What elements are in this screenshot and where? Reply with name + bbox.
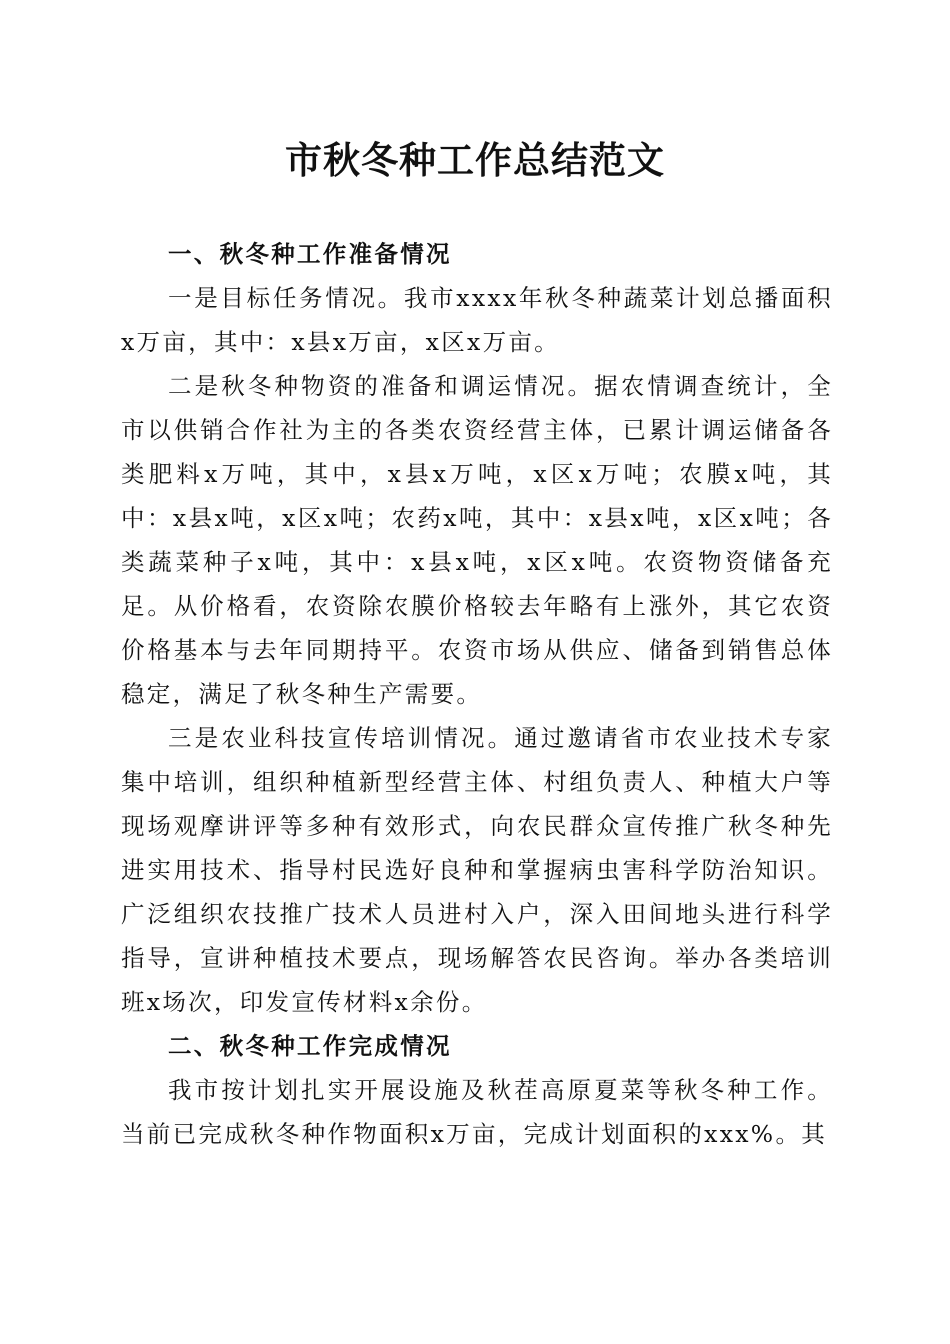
paragraph-training: 三是农业科技宣传培训情况。通过邀请省市农业技术专家集中培训，组织种植新型经营主体、村组负责人、种植大户等现场观摩讲评等多种有效形式，向农民群众宣传推广秋冬种先进实用技术、指导村民选好良种和掌握病虫害科学防治知识。广泛组织农技推广技术人员进村入户，深入田间地头进行科学指导，宣讲种植技术要点，现场解答农民咨询。举办各类培训班x场次，印发宣传材料x余份。 [121, 724, 833, 1016]
section-heading-completion: 二、秋冬种工作完成情况 [168, 1032, 452, 1060]
paragraph-target-tasks: 一是目标任务情况。我市xxxx年秋冬种蔬菜计划总播面积x万亩，其中：x县x万亩，x区x万亩。 [121, 284, 833, 356]
document-title: 市秋冬种工作总结范文 [285, 138, 665, 182]
paragraph-completion: 我市按计划扎实开展设施及秋茬高原夏菜等秋冬种工作。当前已完成秋冬种作物面积x万亩，完成计划面积的xxx%。其 [121, 1076, 833, 1148]
section-heading-preparation: 一、秋冬种工作准备情况 [168, 240, 452, 268]
paragraph-materials-supply: 二是秋冬种物资的准备和调运情况。据农情调查统计，全市以供销合作社为主的各类农资经营主体，已累计调运储备各类肥料x万吨，其中，x县x万吨，x区x万吨；农膜x吨，其中：x县x吨，x区x吨；农药x吨，其中：x县x吨，x区x吨；各类蔬菜种子x吨，其中：x县x吨，x区x吨。农资物资储备充足。从价格看，农资除农膜价格较去年略有上涨外，其它农资价格基本与去年同期持平。农资市场从供应、储备到销售总体稳定，满足了秋冬种生产需要。 [121, 372, 833, 708]
document-body [121, 232, 833, 1156]
